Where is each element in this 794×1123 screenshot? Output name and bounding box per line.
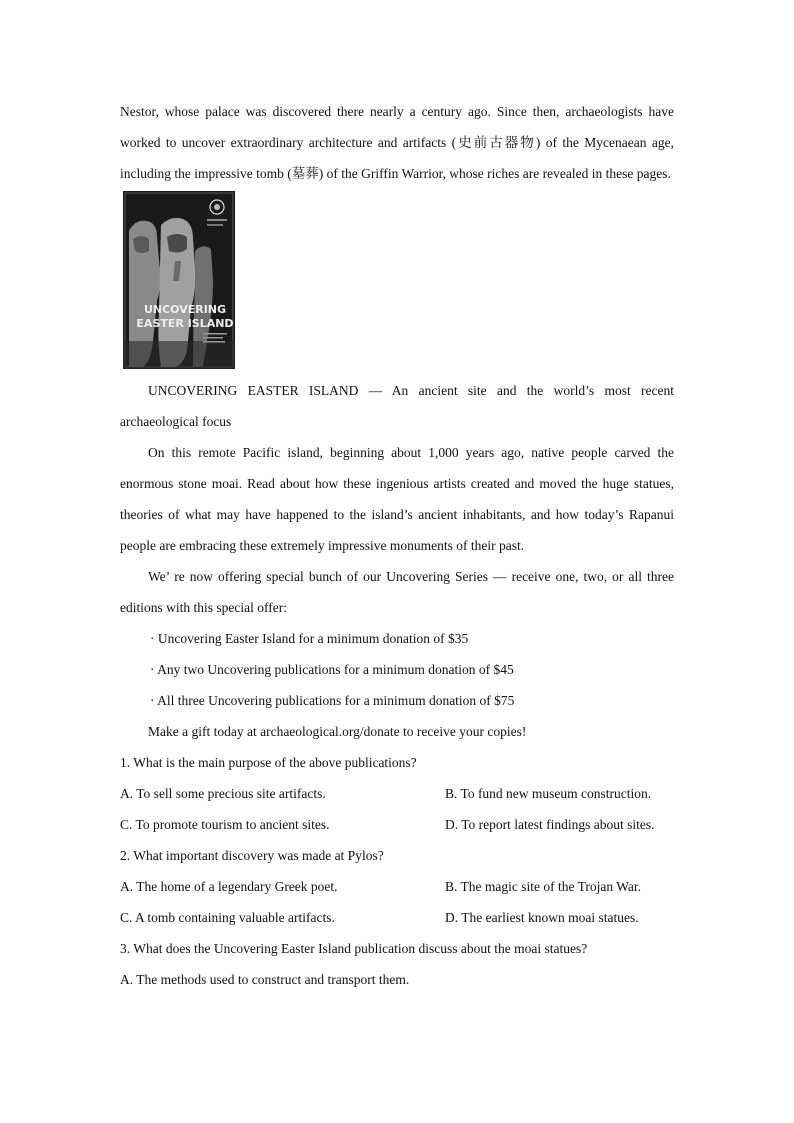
closing-line: Make a gift today at archaeological.org/donate to receive your copies! — [148, 724, 527, 739]
offer-item: · Uncovering Easter Island for a minimum donation of $35 — [150, 631, 469, 646]
cover-title-line1: UNCOVERING — [143, 303, 227, 316]
section-heading: UNCOVERING EASTER ISLAND — An ancient site and the world’s most recent archaeological focus — [120, 383, 674, 429]
question-1-stem: 1. What is the main purpose of the above publications? — [120, 755, 417, 770]
document-page — [120, 96, 674, 995]
paragraph-offer: We’ re now offering special bunch of our Uncovering Series — receive one, two, or all three editions with this special offer: — [120, 569, 674, 615]
book-cover-image — [123, 191, 235, 369]
option-d: D. The earliest known moai statues. — [445, 910, 639, 925]
option-a: A. To sell some precious site artifacts. — [120, 786, 326, 801]
option-c: C. To promote tourism to ancient sites. — [120, 817, 330, 832]
option-c: C. A tomb containing valuable artifacts. — [120, 910, 335, 925]
question-1-options — [120, 778, 674, 840]
option-a: A. The methods used to construct and transport them. — [120, 972, 410, 987]
cover-title-line2: EASTER ISLAND — [136, 317, 234, 330]
easter-island-cover-picture — [123, 191, 235, 369]
question-2-options — [120, 871, 674, 933]
offer-item: · Any two Uncovering publications for a minimum donation of $45 — [150, 662, 514, 677]
option-b: B. The magic site of the Trojan War. — [445, 879, 642, 894]
option-a: A. The home of a legendary Greek poet. — [120, 879, 338, 894]
question-3-stem: 3. What does the Uncovering Easter Island publication discuss about the moai statues? — [120, 941, 588, 956]
offer-item: · All three Uncovering publications for a minimum donation of $75 — [150, 693, 515, 708]
question-2-stem: 2. What important discovery was made at Pylos? — [120, 848, 384, 863]
option-d: D. To report latest findings about sites. — [445, 817, 655, 832]
paragraph-intro: Nestor, whose palace was discovered there nearly a century ago. Since then, archaeologists have worked to uncover extraordinary architecture and artifacts (史前古器物) of the Mycenaean age, including the impressive tomb (墓葬) of the Griffin Warrior, whose riches are revealed in these pages. — [120, 104, 674, 181]
option-b: B. To fund new museum construction. — [445, 786, 652, 801]
paragraph-easter-island: On this remote Pacific island, beginning about 1,000 years ago, native people carved the enormous stone moai. Read about how these ingenious artists created and moved the huge statues, theories of what may have happened to the island’s ancient inhabitants, and how today’s Rapanui people are embracing these extremely impressive monuments of their past. — [120, 445, 674, 553]
